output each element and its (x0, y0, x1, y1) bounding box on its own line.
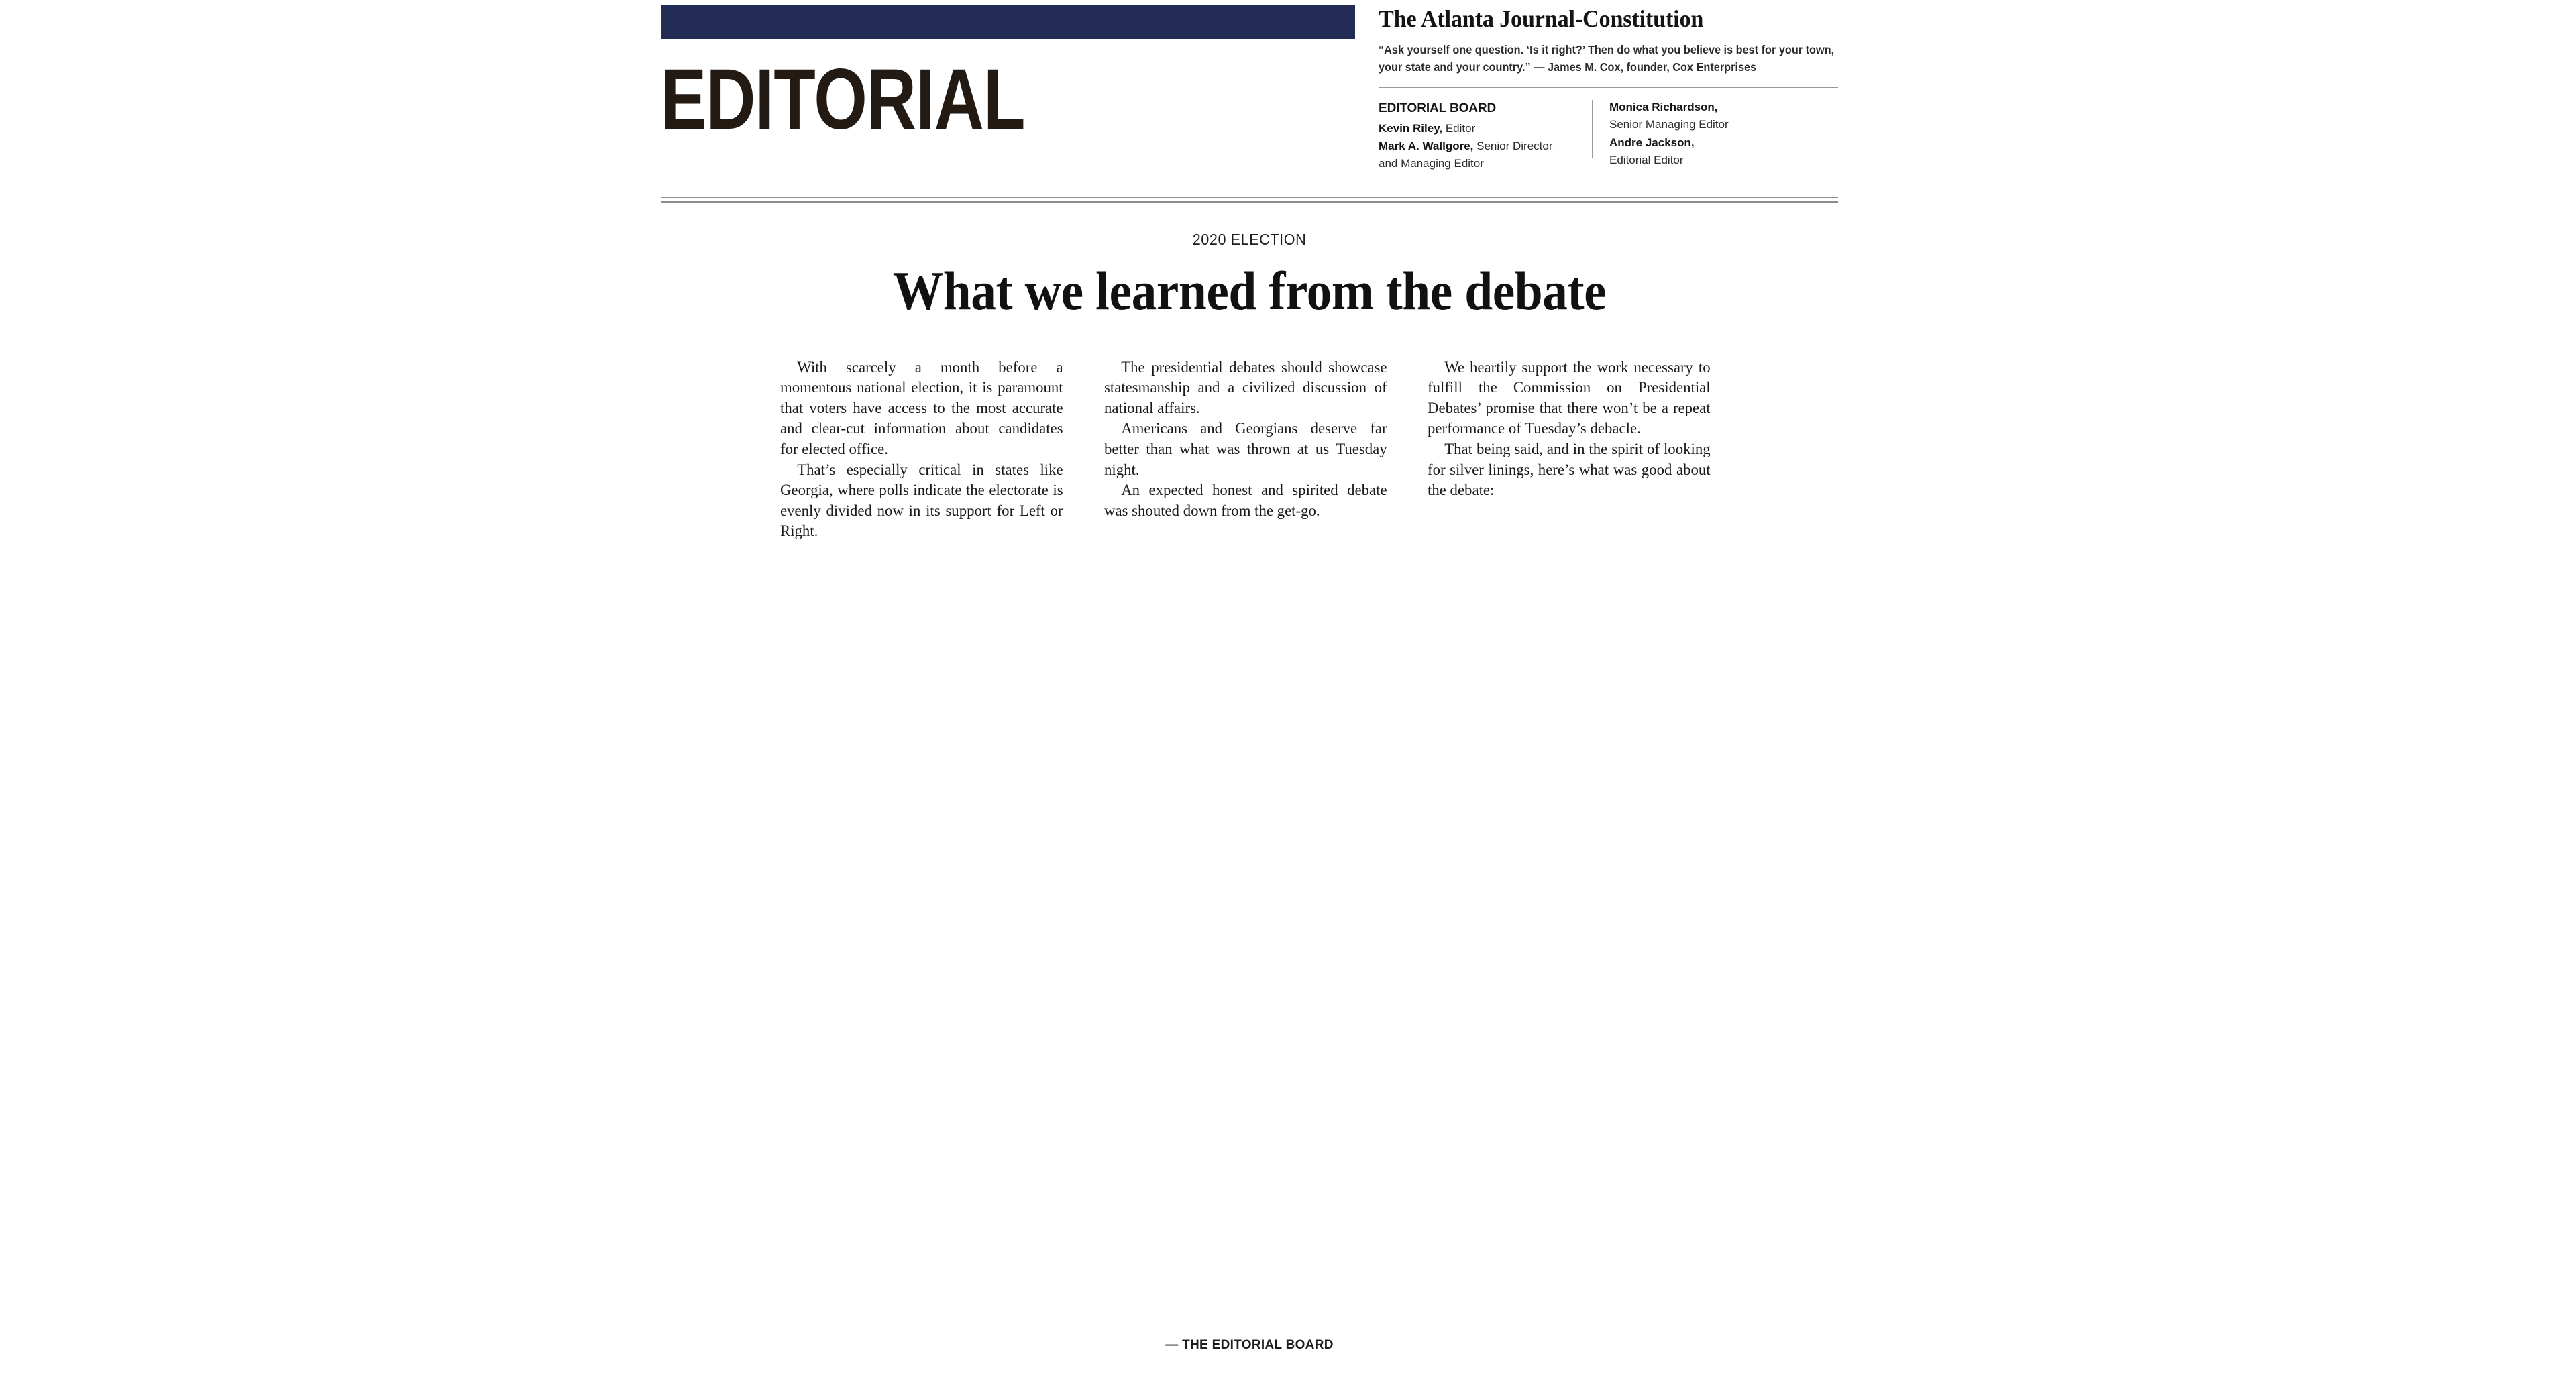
board-member-role-cont (1609, 152, 1811, 169)
section-double-rule (661, 197, 1838, 203)
article-paragraph: That’s especially critical in states like Georgia, where polls indicate the electorate is evenly divided now in its support for Left or Right. (780, 461, 1063, 541)
board-member-role: Editor (1442, 121, 1476, 135)
board-member (1379, 137, 1578, 155)
newspaper-title: The Atlanta Journal-Constitution (1379, 5, 1704, 32)
section-wordmark: EDITORIAL (661, 52, 1025, 148)
masthead (661, 0, 1838, 191)
section-flag (661, 0, 1355, 148)
board-member-name: Monica Richardson, (1609, 101, 1718, 114)
board-column-left (1379, 99, 1592, 172)
board-member-role-cont (1379, 155, 1578, 172)
article-signature: — THE EDITORIAL BOARD (1165, 1338, 1334, 1352)
article-paragraph: Americans and Georgians deserve far better than what was thrown at us Tuesday night. (1104, 420, 1387, 479)
article-paragraph: With scarcely a month before a momentous national election, it is paramount that voters have access to the most accurate and clear-cut information about candidates for elected office. (780, 358, 1063, 459)
masthead-divider (1379, 87, 1838, 88)
editorial-board (1379, 99, 1838, 172)
board-member-role: Editorial Editor (1609, 154, 1684, 167)
board-member-name: Kevin Riley, (1379, 121, 1443, 135)
article-headline: What we learned from the debate (892, 260, 1607, 321)
editorial-article (661, 231, 1838, 542)
page-content (661, 0, 1838, 542)
article-column-3 (1428, 357, 1719, 542)
newspaper-masthead (1379, 0, 1838, 173)
article-column-1 (780, 357, 1072, 542)
article-paragraph: The presidential debates should showcase statesmanship and a civilized discussion of national affairs. (1104, 358, 1387, 417)
article-paragraph: We heartily support the work necessary to fulfill the Commission on Presidential Debates’ promise that there won’t be a repeat performance of Tuesday’s debacle. (1428, 358, 1711, 438)
article-body (780, 357, 1719, 542)
board-member-role: and Managing Editor (1379, 157, 1484, 170)
board-column-right (1592, 99, 1811, 172)
board-heading: EDITORIAL BOARD (1379, 101, 1497, 116)
founder-quote: “Ask yourself one question. ‘Is it right?’ Then do what you believe is best for your town, your state and your country.” — James M. Cox, founder, Cox Enterprises (1379, 43, 1835, 74)
article-paragraph: That being said, and in the spirit of looking for silver linings, here’s what was good about the debate: (1428, 441, 1711, 500)
board-member (1379, 120, 1578, 137)
board-member-name: Mark A. Wallgore, (1379, 139, 1474, 152)
board-member-role-cont (1609, 116, 1811, 133)
article-paragraph: An expected honest and spirited debate was shouted down from the get-go. (1104, 482, 1387, 520)
board-member-role: Senior Managing Editor (1609, 118, 1729, 131)
board-member-role: Senior Director (1473, 139, 1553, 152)
board-member-name: Andre Jackson, (1609, 135, 1695, 149)
board-member (1609, 134, 1811, 152)
article-kicker: 2020 ELECTION (1192, 231, 1307, 248)
board-member (1609, 99, 1811, 116)
accent-bar (661, 5, 1355, 39)
article-column-2 (1104, 357, 1396, 542)
